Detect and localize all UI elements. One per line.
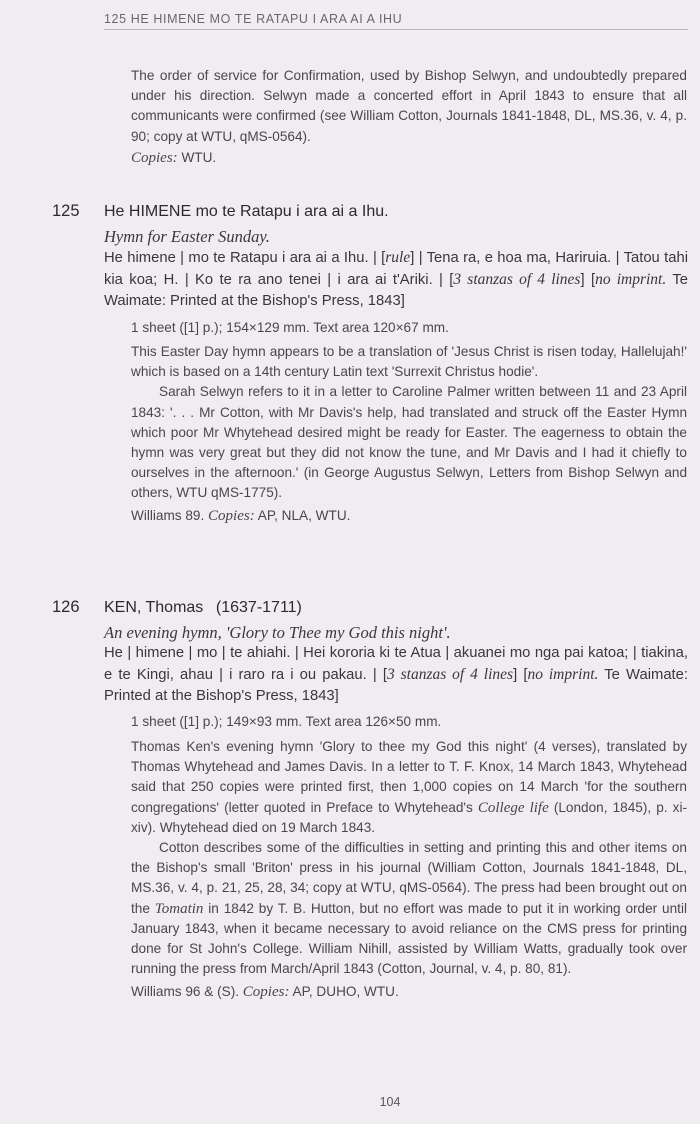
no-imprint-note: no imprint. xyxy=(527,666,599,683)
page-number: 104 xyxy=(379,1095,401,1109)
note-text: (London, 1845), p. xi-xiv). Whytehead died on 19 March 1843. xyxy=(131,799,687,835)
transcription-part: Te Waimate: Printed at the Bishop's Press, 1843] xyxy=(104,667,688,704)
physical-description: 1 sheet ([1] p.); 149×93 mm. Text area 126×50 mm. xyxy=(131,714,442,729)
entry-number: 126 xyxy=(52,598,80,616)
transcription-part: ] [ xyxy=(580,272,596,288)
transcription-part: He | himene | mo | te ahiahi. | Hei kororia ki te Atua | akuanei mo nga pai katoa; | tiakina, e te Kingi, ahau | i raro ra i ou pakau. | [ xyxy=(104,645,688,683)
note-paragraph: This Easter Day hymn appears to be a translation of 'Jesus Christ is risen today, Hallelujah!' which is based on a 14th century Latin text 'Surrexit Christus hodie'. xyxy=(131,344,687,380)
intro-paragraph: The order of service for Confirmation, used by Bishop Selwyn, and undoubtedly prepared under his direction. Selwyn made a concerted effort in April 1843 to ensure that all communicants were confirmed (see William Cotton, Journals 1841-1848, DL, MS.36, v. 4, p. 90; copy at WTU, qMS-0564). xyxy=(131,68,687,144)
transcription-part: ] [ xyxy=(513,667,528,683)
transcription-part: He himene | mo te Ratapu i ara ai a Ihu. | [ xyxy=(104,250,386,266)
entry-125-notes xyxy=(131,318,687,526)
copies-label: Copies: xyxy=(208,507,255,524)
entry-references xyxy=(131,982,687,1002)
note-paragraph xyxy=(131,838,687,979)
entry-126-notes xyxy=(131,712,687,1002)
entry-number: 125 xyxy=(52,202,80,220)
note-italic-title: College life xyxy=(477,799,549,816)
transcription-part: Te Waimate: Printed at the Bishop's Press, 1843] xyxy=(104,272,688,309)
entry-126-heading xyxy=(52,598,302,617)
note-paragraph xyxy=(131,737,687,838)
note-italic-ship: Tomatin xyxy=(154,900,204,917)
intro-block xyxy=(131,66,687,168)
no-imprint-note: no imprint. xyxy=(595,271,667,288)
entry-transcription xyxy=(104,643,688,707)
copies-value: AP, DUHO, WTU. xyxy=(292,984,399,1000)
copies-label: Copies: xyxy=(242,984,290,1001)
entry-subtitle: Hymn for Easter Sunday. xyxy=(104,227,270,246)
note-text: Thomas Ken's evening hymn 'Glory to thee my God this night' (4 verses), translated by Thomas Whytehead and James Davis. In a letter to T. F. Knox, 14 March 1843, Whytehead said that 250 copies were printed first, then 1,000 copies on 14 March 'for the southern congregations' (letter quoted in Preface to Whytehead's xyxy=(131,739,687,815)
transcription-part: ] | Tena ra, e hoa ma, Hariruia. | Tatou tahi kia koa; H. | Ko te ra ano tenei | i ara ai t'Ariki. | [ xyxy=(104,250,688,288)
note-text: Cotton describes some of the difficulties in setting and printing this and other items on the Bishop's small 'Briton' press in his journal (William Cotton, Journals 1841-1848, DL, MS.36, v. 4, p. 21, 25, 28, 34; copy at WTU, qMS-0564). The press had been brought out on the xyxy=(131,840,687,916)
entry-125-heading xyxy=(52,202,389,221)
entry-title: He HIMENE mo te Ratapu i ara ai a Ihu. xyxy=(104,203,389,220)
bibliographic-refs: Williams 89. xyxy=(131,507,205,523)
rule-note: rule xyxy=(385,249,411,266)
author-dates: (1637-1711) xyxy=(215,599,302,616)
copies-value: WTU. xyxy=(181,149,217,165)
entry-126-body xyxy=(104,622,688,707)
entry-subtitle: An evening hymn, 'Glory to Thee my God this night'. xyxy=(104,623,451,642)
note-paragraph: Sarah Selwyn refers to it in a letter to Caroline Palmer written between 11 and 23 April 1843: '. . . Mr Cotton, with Mr Davis's help, had translated and struck off the Easter Hymn which poor Mr Whytehead desired might be ready for Easter. The eagerness to obtain the hymn was very great but they did not know the tune, and Mr Davis and I had it chiefly to ourselves in the afternoon.' (in George Augustus Selwyn, Letters from Bishop Selwyn and others, WTU qMS-1775). xyxy=(131,384,687,501)
entry-125-body xyxy=(104,226,688,312)
bibliographic-refs: Williams 96 & (S). xyxy=(131,984,240,1000)
stanzas-note: 3 stanzas of 4 lines xyxy=(386,666,514,683)
running-head: 125 HE HIMENE MO TE RATAPU I ARA AI A IHU xyxy=(104,12,688,30)
entry-references xyxy=(131,506,687,526)
physical-description: 1 sheet ([1] p.); 154×129 mm. Text area 120×67 mm. xyxy=(131,320,449,335)
copies-label: Copies: xyxy=(131,149,178,166)
stanzas-note: 3 stanzas of 4 lines xyxy=(453,271,581,288)
intro-copies xyxy=(131,148,687,168)
entry-transcription xyxy=(104,247,688,312)
entry-title: KEN, Thomas xyxy=(104,599,204,616)
copies-value: AP, NLA, WTU. xyxy=(257,507,351,523)
note-text: in 1842 by T. B. Hutton, but no effort was made to put it in working order until January 1843, when it became necessary to avoid reliance on the CMS press for printing done for St John's College. William Nihill, assisted by William Watts, gradually took over running the press from March/April 1843 (Cotton, Journal, v. 4, p. 80, 81). xyxy=(131,900,687,977)
